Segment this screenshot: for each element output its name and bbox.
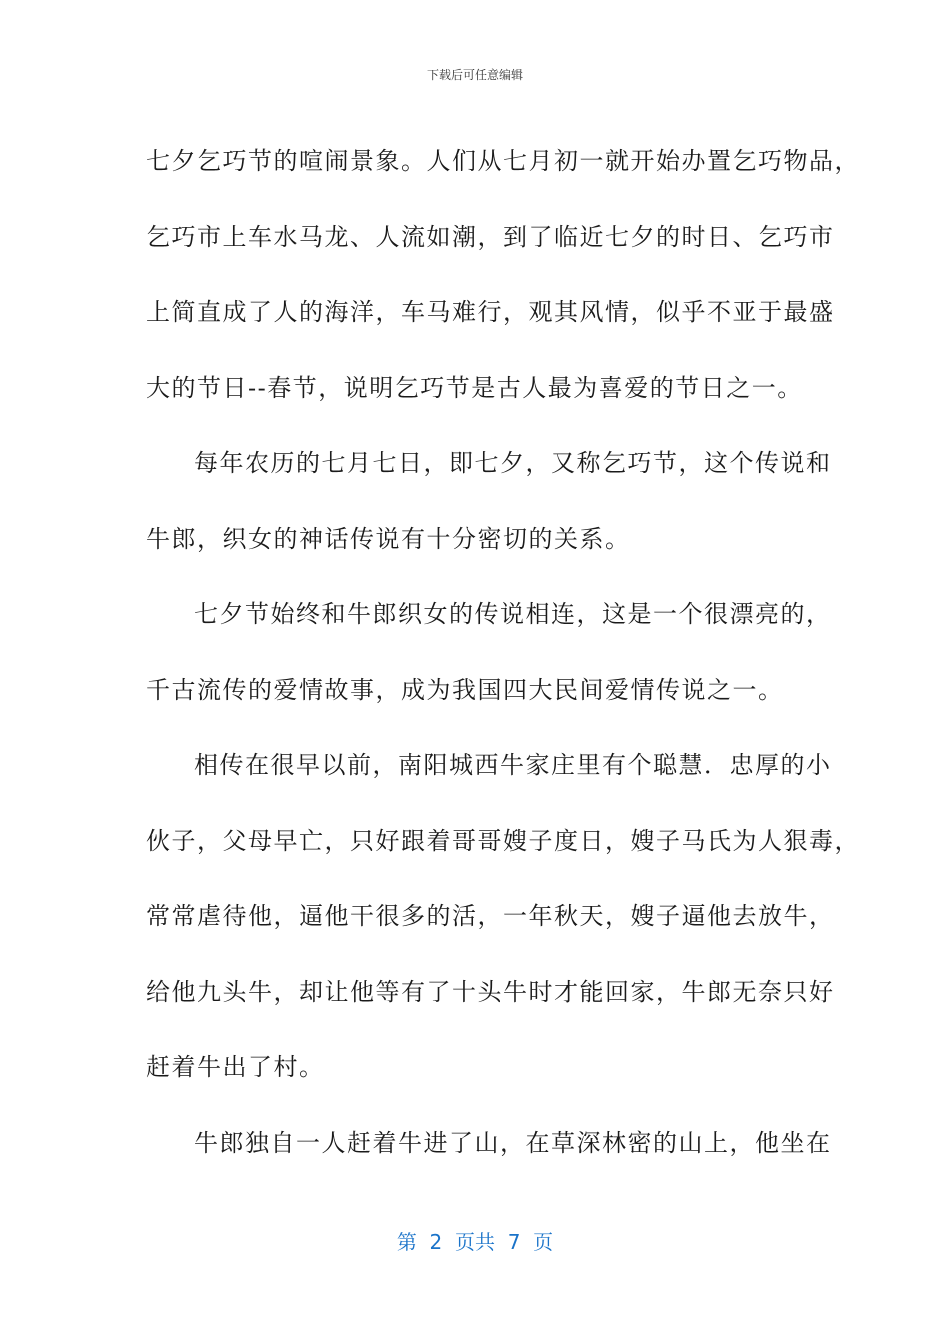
text-line-8: 千古流传的爱情故事，成为我国四大民间爱情传说之一。: [146, 675, 784, 704]
text-line-1: 七夕乞巧节的喧闹景象。人们从七月初一就开始办置乞巧物品，: [146, 147, 860, 175]
text-line-14: 牛郎独自一人赶着牛进了山，在草深林密的山上，他坐在: [194, 1128, 832, 1157]
text-line-11: 常常虐待他，逼他干很多的活，一年秋天，嫂子逼他去放牛，: [146, 902, 835, 930]
page-header: 下载后可任意编辑: [426, 68, 523, 82]
text-line-2: 乞巧市上车水马龙、人流如潮，到了临近七夕的时日、乞巧市: [146, 222, 835, 251]
text-line-12: 给他九头牛，却让他等有了十头牛时才能回家，牛郎无奈只好: [146, 977, 835, 1006]
document-body: [146, 124, 860, 1181]
text-line-6: 牛郎，织女的神话传说有十分密切的关系。: [146, 524, 631, 553]
text-line-13: 赶着牛出了村。: [146, 1053, 325, 1081]
text-line-10: 伙子，父母早亡，只好跟着哥哥嫂子度日，嫂子马氏为人狠毒，: [146, 826, 860, 855]
text-line-7: 七夕节始终和牛郎织女的传说相连，这是一个很漂亮的，: [194, 600, 832, 628]
text-line-3: 上简直成了人的海洋，车马难行，观其风情，似乎不亚于最盛: [146, 298, 835, 326]
text-line-4: 大的节日--春节，说明乞巧节是古人最为喜爱的节日之一。: [146, 373, 803, 402]
text-line-9: 相传在很早以前，南阳城西牛家庄里有个聪慧．忠厚的小: [194, 751, 832, 779]
page-number-footer: 第 2 页共 7 页: [396, 1230, 554, 1254]
text-line-5: 每年农历的七月七日，即七夕，又称乞巧节，这个传说和: [194, 449, 832, 477]
